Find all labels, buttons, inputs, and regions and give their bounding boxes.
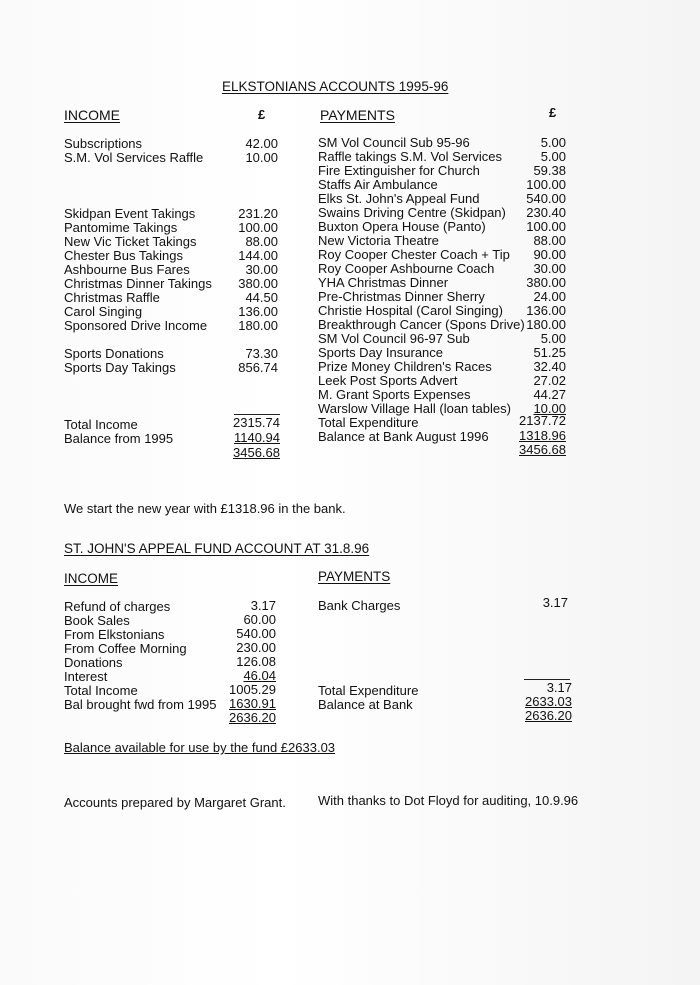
total-expenditure-label: Total Expenditure (318, 415, 419, 430)
income-header: INCOME (64, 107, 120, 123)
list-item: Skidpan Event Takings (64, 206, 196, 221)
bank-charges-value: 3.17 (542, 595, 568, 610)
list-item: Carol Singing (64, 304, 143, 319)
amount-cell: 46.04 (243, 668, 276, 683)
list-item: S.M. Vol Services Raffle (64, 150, 204, 165)
amount-cell: 3.17 (250, 598, 276, 613)
list-item: Elks St. John's Appeal Fund (318, 191, 480, 206)
amount-cell: 126.08 (236, 654, 276, 669)
list-item: From Coffee Morning (64, 641, 187, 656)
amount-cell: 88.00 (533, 233, 566, 248)
list-item: Staffs Air Ambulance (318, 177, 438, 192)
list-item: New Vic Ticket Takings (64, 234, 197, 249)
amount-cell (226, 333, 278, 347)
payments-currency: £ (549, 105, 557, 120)
amount-cell: 100.00 (526, 177, 566, 192)
amount-cell (226, 179, 278, 193)
list-item: New Victoria Theatre (318, 233, 439, 248)
fund-grand-total: 2636.20 (525, 708, 572, 723)
list-item: SM Vol Council 96-97 Sub (318, 331, 470, 346)
amount-cell: 42.00 (245, 136, 278, 151)
list-item: Subscriptions (64, 136, 143, 151)
fund-balance-bank-label: Balance at Bank (318, 697, 413, 712)
amount-cell: 27.02 (533, 373, 566, 388)
amount-cell: 5.00 (540, 135, 566, 150)
amount-cell: 144.00 (238, 248, 278, 263)
amount-cell: 100.00 (238, 220, 278, 235)
amount-cell (226, 165, 278, 179)
fund-available-note: Balance available for use by the fund £2633.03 (64, 740, 336, 755)
list-item: Roy Cooper Chester Coach + Tip (318, 247, 510, 262)
page-title: ELKSTONIANS ACCOUNTS 1995-96 (222, 79, 449, 94)
prepared-by: Accounts prepared by Margaret Grant. (64, 795, 286, 810)
amount-cell: 5.00 (540, 149, 566, 164)
list-item: Pantomime Takings (64, 220, 178, 235)
amount-cell: 32.40 (533, 359, 566, 374)
list-item: Breakthrough Cancer (Spons Drive) (318, 317, 525, 332)
list-item: Christmas Raffle (64, 290, 160, 305)
amount-cell: 136.00 (238, 304, 278, 319)
fund-title: ST. JOHN'S APPEAL FUND ACCOUNT AT 31.8.96 (64, 541, 370, 556)
list-item: Sports Day Takings (64, 360, 176, 375)
list-item: Chester Bus Takings (64, 248, 183, 263)
income-labels (64, 137, 212, 375)
list-item: M. Grant Sports Expenses (318, 387, 471, 402)
list-item: Sports Donations (64, 346, 164, 361)
amount-cell: 856.74 (238, 360, 278, 375)
amount-cell: 90.00 (533, 247, 566, 262)
amount-cell: 380.00 (238, 276, 278, 291)
list-item: Prize Money Children's Races (318, 359, 492, 374)
amount-cell: 180.00 (238, 318, 278, 333)
grand-total-right: 3456.68 (519, 442, 566, 457)
grand-total-left: 3456.68 (233, 445, 280, 460)
amount-cell: 5.00 (540, 331, 566, 346)
total-income-value: 2315.74 (233, 415, 280, 430)
amount-cell: 231.20 (238, 206, 278, 221)
amount-cell: 30.00 (533, 261, 566, 276)
bank-charges-label: Bank Charges (318, 598, 401, 613)
total-expenditure-value: 2137.72 (519, 413, 566, 428)
amount-cell: 380.00 (526, 275, 566, 290)
list-item: Sponsored Drive Income (64, 318, 208, 333)
fund-total-expenditure-label: Total Expenditure (318, 683, 419, 698)
list-item: SM Vol Council Sub 95-96 (318, 135, 470, 150)
list-item: Raffle takings S.M. Vol Services (318, 149, 503, 164)
balance-bank-value: 1318.96 (519, 428, 566, 443)
amount-cell: 10.00 (533, 401, 566, 416)
amount-cell: 30.00 (245, 262, 278, 277)
amount-cell: 136.00 (526, 303, 566, 318)
list-item: Ashbourne Bus Fares (64, 262, 190, 277)
fund-total-expenditure-value: 3.17 (546, 680, 572, 695)
amount-cell: 180.00 (526, 317, 566, 332)
amount-cell: 44.50 (245, 290, 278, 305)
amount-cell: 1630.91 (229, 696, 276, 711)
list-item: Warslow Village Hall (loan tables) (318, 401, 511, 416)
list-item: YHA Christmas Dinner (318, 275, 449, 290)
amount-cell: 100.00 (526, 219, 566, 234)
amount-cell: 60.00 (243, 612, 276, 627)
fund-balance-bank-value: 2633.03 (525, 694, 572, 709)
list-item: Christie Hospital (Carol Singing) (318, 303, 503, 318)
list-item: Buxton Opera House (Panto) (318, 219, 486, 234)
list-item (64, 165, 212, 179)
new-year-note: We start the new year with £1318.96 in the bank. (64, 501, 346, 516)
list-item: Christmas Dinner Takings (64, 276, 212, 291)
list-item: Total Income (64, 683, 138, 698)
payment-amounts (508, 136, 566, 416)
amount-cell: 59.38 (533, 163, 566, 178)
fund-income-labels (64, 600, 216, 726)
fund-income-amounts (222, 599, 276, 725)
fund-income-header: INCOME (64, 571, 118, 586)
payments-header: PAYMENTS (320, 107, 395, 123)
list-item: Book Sales (64, 613, 130, 628)
list-item (64, 179, 212, 193)
amount-cell: 73.30 (245, 346, 278, 361)
list-item (64, 712, 216, 726)
list-item: Fire Extinguisher for Church (318, 163, 480, 178)
list-item: Bal brought fwd from 1995 (64, 697, 217, 712)
list-item: Sports Day Insurance (318, 345, 444, 360)
list-item: Refund of charges (64, 599, 171, 614)
payment-labels (318, 136, 525, 416)
list-item: Roy Cooper Ashbourne Coach (318, 261, 495, 276)
amount-cell: 44.27 (533, 387, 566, 402)
list-item: From Elkstonians (64, 627, 165, 642)
list-item: Leek Post Sports Advert (318, 373, 458, 388)
amount-cell (226, 193, 278, 207)
list-item: Pre-Christmas Dinner Sherry (318, 289, 485, 304)
income-amounts (226, 137, 278, 375)
amount-cell: 230.40 (526, 205, 566, 220)
list-item (64, 193, 212, 207)
list-item (64, 333, 212, 347)
amount-cell: 230.00 (236, 640, 276, 655)
amount-cell: 88.00 (245, 234, 278, 249)
amount-cell: 540.00 (526, 191, 566, 206)
list-item: Donations (64, 655, 123, 670)
amount-cell: 540.00 (236, 626, 276, 641)
list-item: Interest (64, 669, 108, 684)
income-currency: £ (258, 107, 266, 122)
amount-cell: 24.00 (533, 289, 566, 304)
balance-bank-label: Balance at Bank August 1996 (318, 429, 489, 444)
amount-cell: 51.25 (533, 345, 566, 360)
amount-cell: 1005.29 (229, 682, 276, 697)
list-item: Swains Driving Centre (Skidpan) (318, 205, 506, 220)
amount-cell: 10.00 (245, 150, 278, 165)
balance-1995-value: 1140.94 (233, 430, 280, 445)
auditor-thanks: With thanks to Dot Floyd for auditing, 10.9.96 (318, 793, 579, 808)
amount-cell: 2636.20 (229, 710, 276, 725)
fund-payments-header: PAYMENTS (318, 569, 391, 584)
balance-1995-label: Balance from 1995 (64, 431, 174, 446)
total-income-label: Total Income (64, 417, 138, 432)
